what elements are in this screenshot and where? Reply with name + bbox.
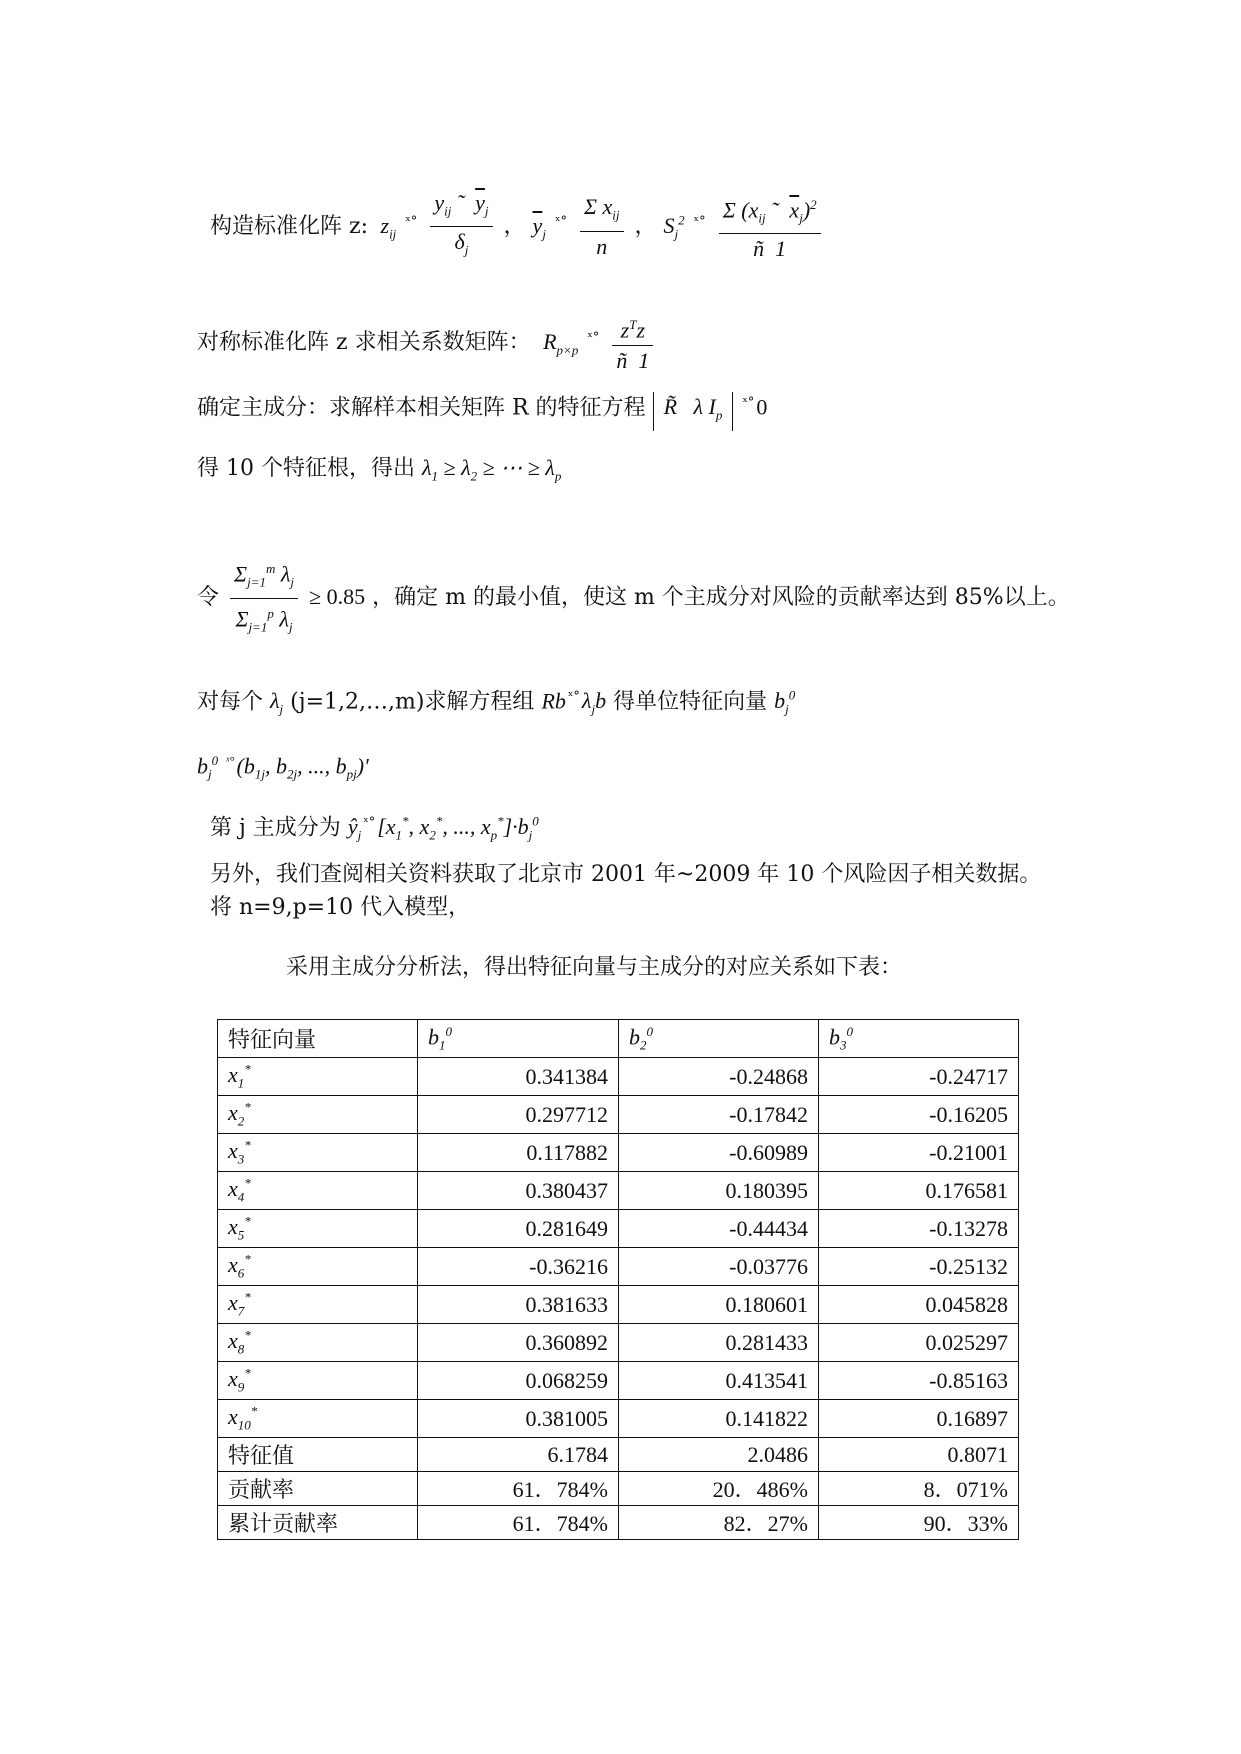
summary-row bbox=[218, 1438, 1019, 1472]
summary-row bbox=[218, 1472, 1019, 1506]
correlation-label: 对称标准化阵 z 求相关系数矩阵： bbox=[197, 330, 531, 356]
table-row bbox=[218, 1134, 1019, 1172]
table-row bbox=[218, 1058, 1019, 1096]
table-cell: -0.17842 bbox=[619, 1096, 819, 1134]
summary-row bbox=[218, 1506, 1019, 1540]
summary-cell: 0.8071 bbox=[819, 1438, 1019, 1472]
table-cell: 0.297712 bbox=[418, 1096, 619, 1134]
table-row bbox=[218, 1172, 1019, 1210]
standardize-fraction: $\frac{y_{ij} ˜ \overline{y}_j}{\delta_j}$ bbox=[430, 188, 492, 266]
solve-prefix: 对每个 bbox=[197, 689, 264, 715]
table-cell: 0.381633 bbox=[418, 1286, 619, 1324]
roots-line bbox=[197, 453, 561, 491]
correlation-fraction: $\frac{z^Tz}{ñ 1}$ bbox=[612, 310, 653, 376]
variable-label: $x_1^*$ bbox=[218, 1058, 418, 1096]
jth-component-line: 第 j 主成分为 $ŷ_j^{ˣ^\circ}[x_1^*$, $x_2^*$, ..., $x_p^*]\cdot b_j^0$ bbox=[210, 814, 539, 843]
equals-glyph: ˣ° bbox=[405, 213, 418, 229]
correlation-formula-line: 对称标准化阵 z 求相关系数矩阵： $R_{p\times p}$ $^{ˣ^\circ}$ $\frac{z^Tz}{ñ 1}$ bbox=[197, 310, 657, 376]
summary-cell: 82．27% bbox=[619, 1506, 819, 1540]
table-cell: 0.045828 bbox=[819, 1286, 1019, 1324]
table-header-row bbox=[218, 1020, 1019, 1058]
summary-cell: 61．784% bbox=[418, 1472, 619, 1506]
table-cell: 0.360892 bbox=[418, 1324, 619, 1362]
table-row bbox=[218, 1210, 1019, 1248]
header-b2: $b_2^0$ bbox=[619, 1020, 819, 1058]
variable-label: $x_5^*$ bbox=[218, 1210, 418, 1248]
table-cell: -0.13278 bbox=[819, 1210, 1019, 1248]
table-cell: -0.21001 bbox=[819, 1134, 1019, 1172]
summary-cell: 61．784% bbox=[418, 1506, 619, 1540]
principal-formula-line: 确定主成分：求解样本相关矩阵 R 的特征方程 R̃ λ $I_p$ $^{ˣ^\circ}$0 bbox=[197, 388, 767, 431]
table-cell: 0.117882 bbox=[418, 1134, 619, 1172]
ratio-fraction: $\frac{\Sigma_{j=1}^m \lambda_j}{\Sigma_{j=1}^p \lambda_j}$ bbox=[230, 554, 298, 642]
mean-fraction: $\frac{\Sigma x_{ij}}{n}$ bbox=[580, 192, 624, 261]
header-b1: $b_1^0$ bbox=[418, 1020, 619, 1058]
data-paragraph-line2: 将 n=9,p=10 代入模型， bbox=[210, 895, 471, 920]
jth-label: 第 j 主成分为 bbox=[210, 815, 341, 841]
summary-cell: 2.0486 bbox=[619, 1438, 819, 1472]
table-cell: 0.281433 bbox=[619, 1324, 819, 1362]
table-cell: -0.36216 bbox=[418, 1248, 619, 1286]
summary-cell: 6.1784 bbox=[418, 1438, 619, 1472]
table-cell: -0.85163 bbox=[819, 1362, 1019, 1400]
table-row bbox=[218, 1096, 1019, 1134]
variable-label: $x_7^*$ bbox=[218, 1286, 418, 1324]
principal-label: 确定主成分：求解样本相关矩阵 R 的特征方程 bbox=[197, 395, 646, 421]
table-cell: -0.24868 bbox=[619, 1058, 819, 1096]
table-cell: 0.068259 bbox=[418, 1362, 619, 1400]
r-matrix-symbol: $R_{p\times p}$ bbox=[537, 329, 579, 358]
summary-label: 贡献率 bbox=[218, 1472, 418, 1506]
table-cell: -0.25132 bbox=[819, 1248, 1019, 1286]
eigenvector-table bbox=[217, 1019, 1019, 1540]
table-cell: 0.413541 bbox=[619, 1362, 819, 1400]
summary-cell: 90．33% bbox=[819, 1506, 1019, 1540]
roots-label: 得 10 个特征根，得出 bbox=[197, 456, 415, 481]
table-cell: -0.60989 bbox=[619, 1134, 819, 1172]
table-row bbox=[218, 1324, 1019, 1362]
table-cell: 0.381005 bbox=[418, 1400, 619, 1438]
vector-definition-line: $b_j^0$ $^{ˣ^\circ}(b_{1j}$, $b_{2j}$, ..., $b_{pj})'$ bbox=[197, 753, 369, 782]
table-cell: 0.281649 bbox=[418, 1210, 619, 1248]
variable-label: $x_9^*$ bbox=[218, 1362, 418, 1400]
determinant: R̃ λ $I_p$ bbox=[653, 392, 734, 430]
variable-label: $x_2^*$ bbox=[218, 1096, 418, 1134]
variable-label: $x_3^*$ bbox=[218, 1134, 418, 1172]
table-cell: 0.025297 bbox=[819, 1324, 1019, 1362]
table-cell: 0.180395 bbox=[619, 1172, 819, 1210]
variable-label: $x_8^*$ bbox=[218, 1324, 418, 1362]
table-cell: 0.380437 bbox=[418, 1172, 619, 1210]
header-label: 特征向量 bbox=[218, 1020, 418, 1058]
standardize-label: 构造标准化阵 z: bbox=[210, 213, 368, 239]
table-row bbox=[218, 1286, 1019, 1324]
ratio-prefix: 令 bbox=[197, 585, 220, 611]
solve-middle: (j=1,2,…,m)求解方程组 bbox=[290, 689, 535, 715]
summary-cell: 8．071% bbox=[819, 1472, 1019, 1506]
table-cell: 0.141822 bbox=[619, 1400, 819, 1438]
table-cell: -0.03776 bbox=[619, 1248, 819, 1286]
variable-label: $x_{10}^*$ bbox=[218, 1400, 418, 1438]
standardize-formula-line: 构造标准化阵 z: $z_{ij}$ $^{ˣ^\circ}$ $\frac{y_{ij} ˜ \overline{y}_j}{\delta_j}$ ， $\overline{y}_j$ $^{ˣ^\circ}$ $\frac{\Sigma x_{ij}}{n}$ ， $S_j^2$ $^{ˣ^\circ}$ $\frac{\Sigma (x_{ij} ˜ \overline{x}_j)^2}{ñ 1}$ bbox=[210, 188, 825, 266]
ratio-line: 令 $\frac{\Sigma_{j=1}^m \lambda_j}{\Sigma_{j=1}^p \lambda_j}$ ≥ 0.85 ，确定 m 的最小值，使这 m 个主成分对风险的贡献率达到 85%以上。 bbox=[197, 554, 1070, 642]
table-cell: -0.16205 bbox=[819, 1096, 1019, 1134]
table-row bbox=[218, 1248, 1019, 1286]
variable-label: $x_6^*$ bbox=[218, 1248, 418, 1286]
summary-label: 特征值 bbox=[218, 1438, 418, 1472]
ratio-suffix: ，确定 m 的最小值，使这 m 个主成分对风险的贡献率达到 85%以上。 bbox=[372, 585, 1070, 611]
table-cell: 0.180601 bbox=[619, 1286, 819, 1324]
header-b3: $b_3^0$ bbox=[819, 1020, 1019, 1058]
summary-label: 累计贡献率 bbox=[218, 1506, 418, 1540]
table-cell: 0.176581 bbox=[819, 1172, 1019, 1210]
table-row bbox=[218, 1362, 1019, 1400]
table-intro: 采用主成分分析法，得出特征向量与主成分的对应关系如下表： bbox=[286, 955, 903, 980]
variance-fraction: $\frac{\Sigma (x_{ij} ˜ \overline{x}_j)^2}{ñ 1}$ bbox=[719, 190, 821, 265]
data-paragraph-line1: 另外，我们查阅相关资料获取了北京市 2001 年~2009 年 10 个风险因子相关数据。 bbox=[210, 862, 1042, 887]
table-cell: 0.341384 bbox=[418, 1058, 619, 1096]
solve-suffix: 得单位特征向量 bbox=[613, 689, 768, 715]
table-cell: -0.24717 bbox=[819, 1058, 1019, 1096]
z-ij-symbol: $z_{ij}$ bbox=[375, 212, 397, 242]
variable-label: $x_4^*$ bbox=[218, 1172, 418, 1210]
mean-symbol: $\overline{y}_j$ bbox=[532, 212, 546, 242]
summary-cell: 20．486% bbox=[619, 1472, 819, 1506]
roots-order: $\lambda_1 \ge \lambda_2$ ≥ ⋯ ≥ $\lambda_p$ bbox=[421, 455, 562, 484]
table-cell: 0.16897 bbox=[819, 1400, 1019, 1438]
table-row bbox=[218, 1400, 1019, 1438]
solve-line: 对每个 $\lambda_j$ (j=1,2,…,m)求解方程组 Rb $^{ˣ^\circ}\lambda_jb$ 得单位特征向量 $b_j^0$ bbox=[197, 688, 796, 717]
variance-symbol: $S_j^2$ bbox=[663, 212, 685, 242]
table-cell: -0.44434 bbox=[619, 1210, 819, 1248]
